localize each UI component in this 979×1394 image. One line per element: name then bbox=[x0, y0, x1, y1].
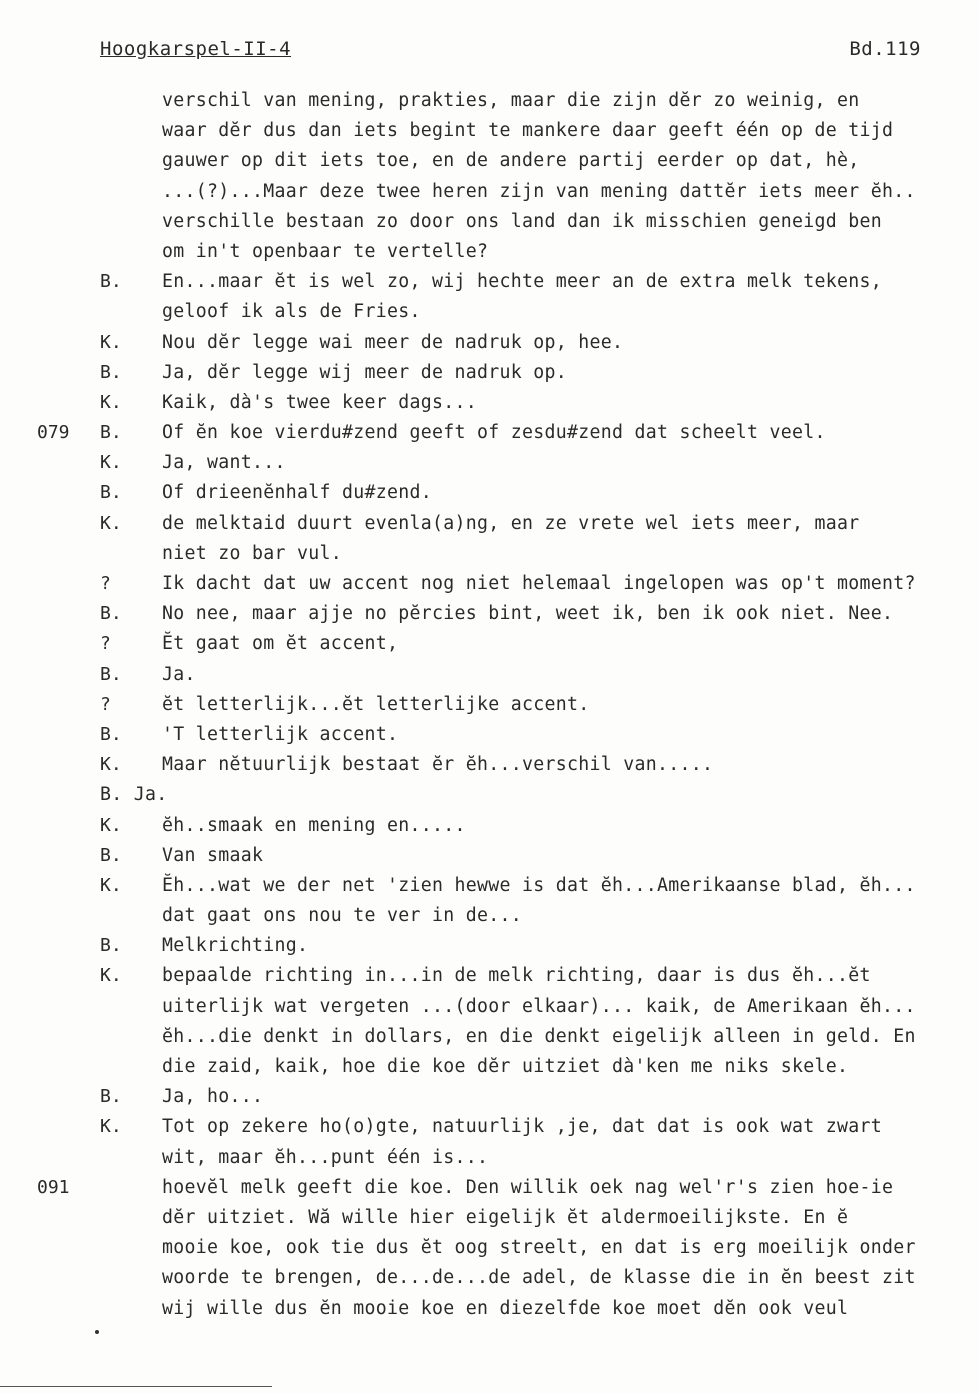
utterance-text: Of ĕn koe vierdu#zend geeft of zesdu#zend dat scheelt veel. bbox=[162, 422, 826, 444]
transcript-line bbox=[0, 478, 979, 508]
utterance-text: ...(?)...Maar deze twee heren zijn van mening dattĕr iets meer ĕh.. bbox=[162, 180, 916, 202]
transcript-line bbox=[0, 448, 979, 478]
utterance-text: Van smaak bbox=[162, 844, 264, 866]
utterance-text: uiterlijk wat vergeten ...(door elkaar)... kaik, de Amerikaan ĕh... bbox=[162, 995, 916, 1017]
line-number: 079 bbox=[37, 422, 70, 444]
transcript-line bbox=[0, 1022, 979, 1052]
transcript-line bbox=[0, 720, 979, 750]
transcript-line bbox=[0, 509, 979, 539]
utterance-text: Ĕh...wat we der net 'zien hewwe is dat ĕh...Amerikaanse blad, ĕh... bbox=[162, 874, 916, 896]
utterance-text: B. Ja. bbox=[100, 784, 168, 806]
transcript-line bbox=[0, 992, 979, 1022]
utterance-text: hoevĕl melk geeft die koe. Den willik oek nag wel'r's zien hoe-ie bbox=[162, 1176, 894, 1198]
transcript-line bbox=[0, 599, 979, 629]
utterance-text: mooie koe, ook tie dus ĕt oog streelt, en dat is erg moeilijk onder bbox=[162, 1237, 916, 1259]
speaker-label: B. bbox=[100, 935, 122, 957]
transcript-line bbox=[0, 1112, 979, 1142]
transcript-line bbox=[0, 690, 979, 720]
transcript-line bbox=[0, 901, 979, 931]
speaker-label: B. bbox=[100, 844, 122, 866]
transcript-line bbox=[0, 1233, 979, 1263]
transcript-line bbox=[0, 1203, 979, 1233]
utterance-text: bepaalde richting in...in de melk richting, daar is dus ĕh...ĕt bbox=[162, 965, 871, 987]
utterance-text: Ja. bbox=[162, 663, 196, 685]
utterance-text: Ik dacht dat uw accent nog niet helemaal ingelopen was op't moment? bbox=[162, 573, 916, 594]
speaker-label: B. bbox=[100, 361, 122, 383]
utterance-text: verschille bestaan zo door ons land dan ik misschien geneigd ben bbox=[162, 210, 882, 232]
speaker-label: K. bbox=[100, 965, 122, 987]
utterance-text: om in't openbaar te vertelle? bbox=[162, 240, 489, 262]
transcript-line bbox=[0, 871, 979, 901]
speaker-label: K. bbox=[100, 754, 122, 776]
utterance-text: wij wille dus ĕn mooie koe en diezelfde koe moet dĕn ook veul bbox=[162, 1297, 849, 1319]
utterance-text: ĕh..smaak en mening en..... bbox=[162, 814, 466, 836]
transcript-lines bbox=[0, 86, 979, 1324]
speaker-label: ? bbox=[100, 633, 111, 655]
transcript-line bbox=[0, 177, 979, 207]
utterance-text: Ĕt gaat om ĕt accent, bbox=[162, 633, 399, 655]
speaker-label: K. bbox=[100, 512, 122, 534]
utterance-text: Kaik, dà's twee keer dags... bbox=[162, 391, 477, 413]
utterance-text: Tot op zekere ho(o)gte, natuurlijk ,je, dat dat is ook wat zwart bbox=[162, 1116, 882, 1138]
speaker-label: B. bbox=[100, 723, 122, 745]
transcript-line bbox=[0, 267, 979, 297]
speaker-label: B. bbox=[100, 1086, 122, 1108]
bottom-rule bbox=[0, 1386, 272, 1387]
utterance-text: verschil van mening, prakties, maar die zijn dĕr zo weinig, en bbox=[162, 90, 860, 111]
utterance-text: En...maar ĕt is wel zo, wij hechte meer an de extra melk tekens, bbox=[162, 271, 882, 293]
utterance-text: de melktaid duurt evenla(a)ng, en ze vrete wel iets meer, maar bbox=[162, 512, 860, 534]
transcript-line bbox=[0, 1263, 979, 1293]
utterance-text: ĕh...die denkt in dollars, en die denkt eigelijk alleen in geld. En bbox=[162, 1025, 916, 1047]
utterance-text: gauwer op dit iets toe, en de andere partij eerder op dat, hè, bbox=[162, 150, 860, 172]
transcript-line bbox=[0, 811, 979, 841]
speaker-label: B. bbox=[100, 603, 122, 625]
page-number: Bd.119 bbox=[849, 38, 921, 60]
utterance-text: dĕr uitziet. Wă wille hier eigelijk ĕt aldermoeilijkste. En ĕ bbox=[162, 1206, 849, 1228]
speaker-label: K. bbox=[100, 814, 122, 836]
utterance-text: Ja, ho... bbox=[162, 1086, 264, 1108]
utterance-text: dat gaat ons nou te ver in de... bbox=[162, 905, 522, 927]
transcript-line bbox=[0, 569, 979, 599]
speaker-label: B. bbox=[100, 422, 122, 444]
utterance-text: die zaid, kaik, hoe die koe dĕr uitziet dà'ken me niks skele. bbox=[162, 1056, 849, 1077]
transcript-line bbox=[0, 388, 979, 418]
utterance-text: Nou dĕr legge wai meer de nadruk op, hee. bbox=[162, 331, 624, 353]
utterance-text: Of drieenĕnhalf du#zend. bbox=[162, 482, 432, 504]
transcript-line bbox=[0, 1294, 979, 1324]
speaker-label: K. bbox=[100, 874, 122, 896]
utterance-text: geloof ik als de Fries. bbox=[162, 301, 421, 323]
transcript-line bbox=[0, 116, 979, 146]
speaker-label: B. bbox=[100, 271, 122, 293]
transcript-line bbox=[0, 297, 979, 327]
transcript-line bbox=[0, 146, 979, 176]
transcript-line bbox=[0, 1143, 979, 1173]
speaker-label: K. bbox=[100, 391, 122, 413]
transcript-line bbox=[0, 961, 979, 991]
transcript-line bbox=[0, 358, 979, 388]
speaker-label: K. bbox=[100, 331, 122, 353]
transcript-line bbox=[0, 237, 979, 267]
speaker-label: ? bbox=[100, 573, 111, 594]
utterance-text: No nee, maar ajje no pĕrcies bint, weet ik, ben ik ook niet. Nee. bbox=[162, 603, 894, 625]
transcript-line bbox=[0, 750, 979, 780]
transcript-line bbox=[0, 629, 979, 659]
utterance-text: Melkrichting. bbox=[162, 935, 309, 957]
transcript-line bbox=[0, 660, 979, 690]
transcript-line bbox=[0, 1082, 979, 1112]
transcript-line bbox=[0, 207, 979, 237]
utterance-text: Maar nĕtuurlijk bestaat ĕr ĕh...verschil van..... bbox=[162, 754, 714, 776]
ink-mark bbox=[95, 1330, 99, 1334]
document-title: Hoogkarspel-II-4 bbox=[100, 38, 292, 60]
utterance-text: Ja, dĕr legge wij meer de nadruk op. bbox=[162, 361, 567, 383]
transcript-line bbox=[0, 1052, 979, 1082]
speaker-label: B. bbox=[100, 663, 122, 685]
line-number: 091 bbox=[37, 1176, 70, 1198]
transcript-line bbox=[0, 780, 979, 810]
speaker-label: K. bbox=[100, 1116, 122, 1138]
utterance-text: waar dĕr dus dan iets begint te mankere daar geeft één op de tijd bbox=[162, 120, 894, 142]
transcript-line bbox=[0, 1173, 979, 1203]
transcript-line bbox=[0, 931, 979, 961]
transcript-line bbox=[0, 86, 979, 116]
speaker-label: B. bbox=[100, 482, 122, 504]
utterance-text: Ja, want... bbox=[162, 452, 286, 474]
transcript-line bbox=[0, 418, 979, 448]
utterance-text: ĕt letterlijk...ĕt letterlijke accent. bbox=[162, 693, 590, 715]
utterance-text: niet zo bar vul. bbox=[162, 542, 342, 564]
transcript-line bbox=[0, 539, 979, 569]
speaker-label: K. bbox=[100, 452, 122, 474]
speaker-label: ? bbox=[100, 693, 111, 715]
utterance-text: woorde te brengen, de...de...de adel, de klasse die in ĕn beest zit bbox=[162, 1267, 916, 1289]
utterance-text: 'T letterlijk accent. bbox=[162, 723, 399, 745]
transcript-line bbox=[0, 328, 979, 358]
utterance-text: wit, maar ĕh...punt één is... bbox=[162, 1146, 489, 1168]
transcript-line bbox=[0, 841, 979, 871]
